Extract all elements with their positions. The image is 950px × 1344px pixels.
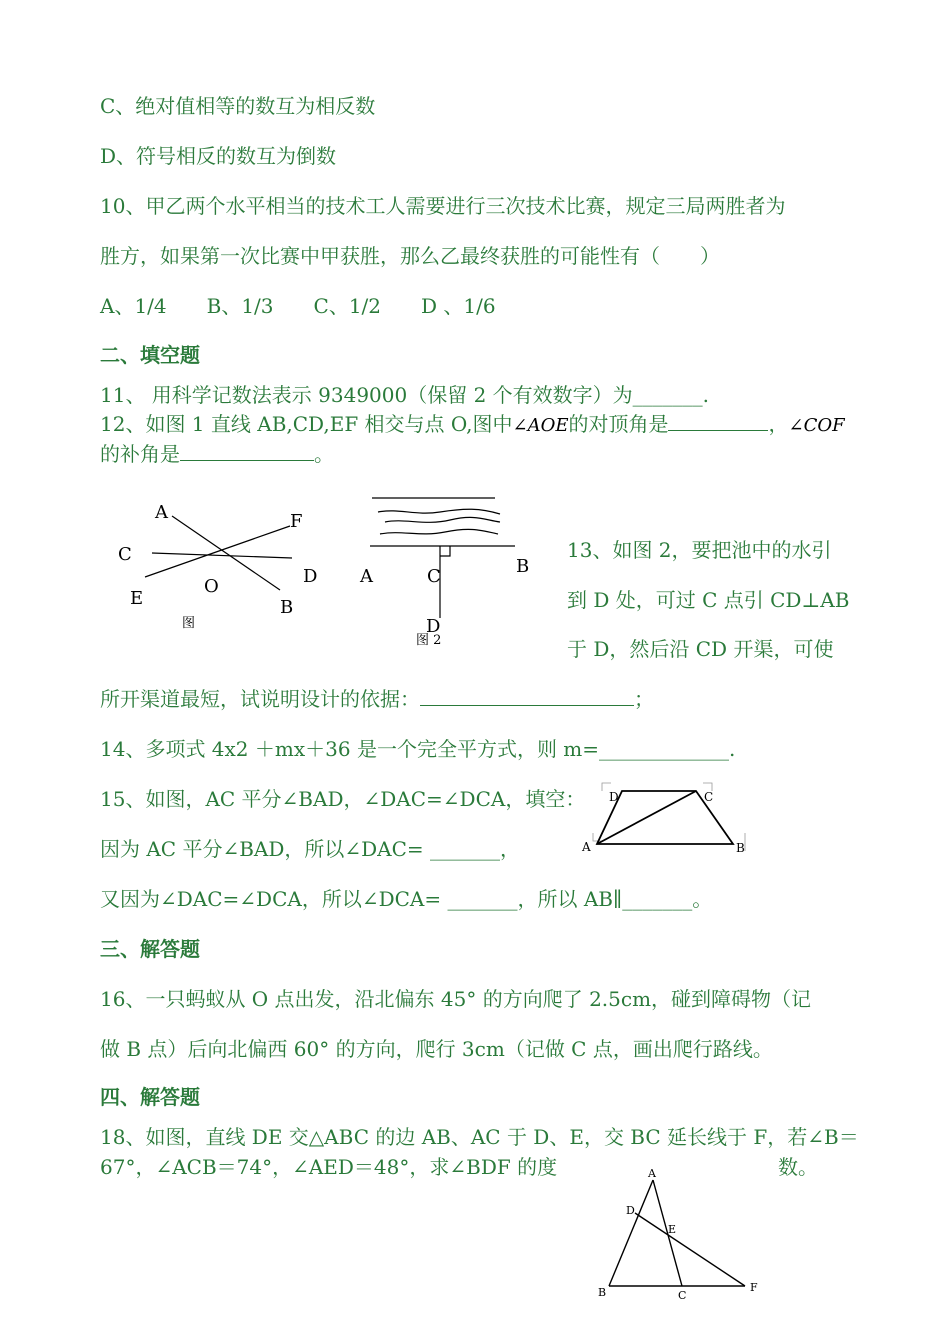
label-c: C [678,1289,687,1302]
question-15-line1: 15、如图，AC 平分∠BAD，∠DAC=∠DCA，填空： [100,787,586,811]
question-10-options: A、1/4 B、1/3 C、1/2 D 、1/6 [100,294,496,318]
label-b: B [516,556,530,577]
label-f: F [290,511,303,532]
question-15-line3: 又因为∠DAC=∠DCA，所以∠DCA= _______，所以 AB∥_______。 [100,887,713,911]
figure-3-trapezoid [575,775,760,860]
label-d: D [626,1204,635,1217]
question-15-line2: 因为 AC 平分∠BAD，所以∠DAC= _______， [100,837,521,861]
q12-text-e: 。 [314,442,334,466]
question-18-line1: 18、如图，直线 DE 交△ABC 的边 AB、AC 于 D、E，交 BC 延长线于 F，若∠B＝ [100,1125,859,1149]
figure-1-intersecting-lines [100,495,340,640]
label-d: D [303,566,318,587]
label-b: B [736,841,745,855]
question-10-line1: 10、甲乙两个水平相当的技术工人需要进行三次技术比赛，规定三局两胜者为 [100,194,786,218]
question-18-line2: 67°，∠ACB＝74°，∠AED＝48°，求∠BDF 的度 [100,1155,558,1179]
section-fill-in: 二、填空题 [100,343,200,367]
q13-end: ； [634,687,654,711]
label-c: C [118,544,132,565]
label-c: C [427,566,441,587]
angle-cof: ∠COF [788,415,845,436]
figure-2-caption: 图 2 [416,633,442,648]
angle-aoe: ∠AOE [512,415,569,436]
figure-1-caption: 图 [182,616,196,631]
label-a: A [360,566,373,587]
q12-text-b: 的对顶角是 [568,412,669,436]
question-14: 14、多项式 4x2 ＋mx＋36 是一个完全平方式，则 m=_____________. [100,737,736,761]
q12-text-d: 的补角是 [100,442,180,466]
label-d: D [426,616,441,637]
answer-blank[interactable] [668,412,768,431]
question-18-line2-end: 数。 [778,1155,818,1179]
question-13-line2: 到 D 处，可过 C 点引 CD⊥AB [567,588,850,612]
option-c: C、绝对值相等的数互为相反数 [100,94,376,118]
q13-text: 所开渠道最短，试说明设计的依据： [100,687,420,711]
question-13-line1: 13、如图 2，要把池中的水引 [567,538,832,562]
question-13-line4 [100,687,654,711]
label-e: E [668,1223,677,1236]
label-c: C [704,790,714,804]
question-16-line2: 做 B 点）后向北偏西 60° 的方向，爬行 3cm（记做 C 点，画出爬行路线。 [100,1037,773,1061]
question-11: 11、 用科学记数法表示 9349000（保留 2 个有效数字）为_______. [100,383,710,407]
question-12-line1 [100,412,845,438]
label-o: O [204,576,219,597]
label-f: F [750,1281,758,1294]
answer-blank[interactable] [180,442,314,461]
q12-text-a: 12、如图 1 直线 AB,CD,EF 相交与点 O,图中 [100,412,513,436]
answer-blank[interactable] [420,687,634,706]
section-solve-2: 四、解答题 [100,1085,200,1109]
label-a: A [582,840,591,854]
label-e: E [130,588,144,609]
figure-2-pond [350,490,550,660]
label-d: D [609,790,619,804]
question-12-line2 [100,442,334,466]
label-b: B [280,597,294,618]
q12-text-c: ， [768,412,789,436]
question-10-line2: 胜方，如果第一次比赛中甲获胜，那么乙最终获胜的可能性有（ ） [100,244,720,268]
question-16-line1: 16、一只蚂蚁从 O 点出发，沿北偏东 45° 的方向爬了 2.5cm，碰到障碍物（记 [100,987,812,1011]
label-a: A [155,502,168,523]
label-b: B [598,1286,607,1299]
label-a: A [648,1167,656,1180]
option-d: D、符号相反的数互为倒数 [100,144,337,168]
section-solve-1: 三、解答题 [100,937,200,961]
question-13-line3: 于 D，然后沿 CD 开渠，可使 [567,637,834,661]
figure-4-triangle [590,1165,765,1305]
